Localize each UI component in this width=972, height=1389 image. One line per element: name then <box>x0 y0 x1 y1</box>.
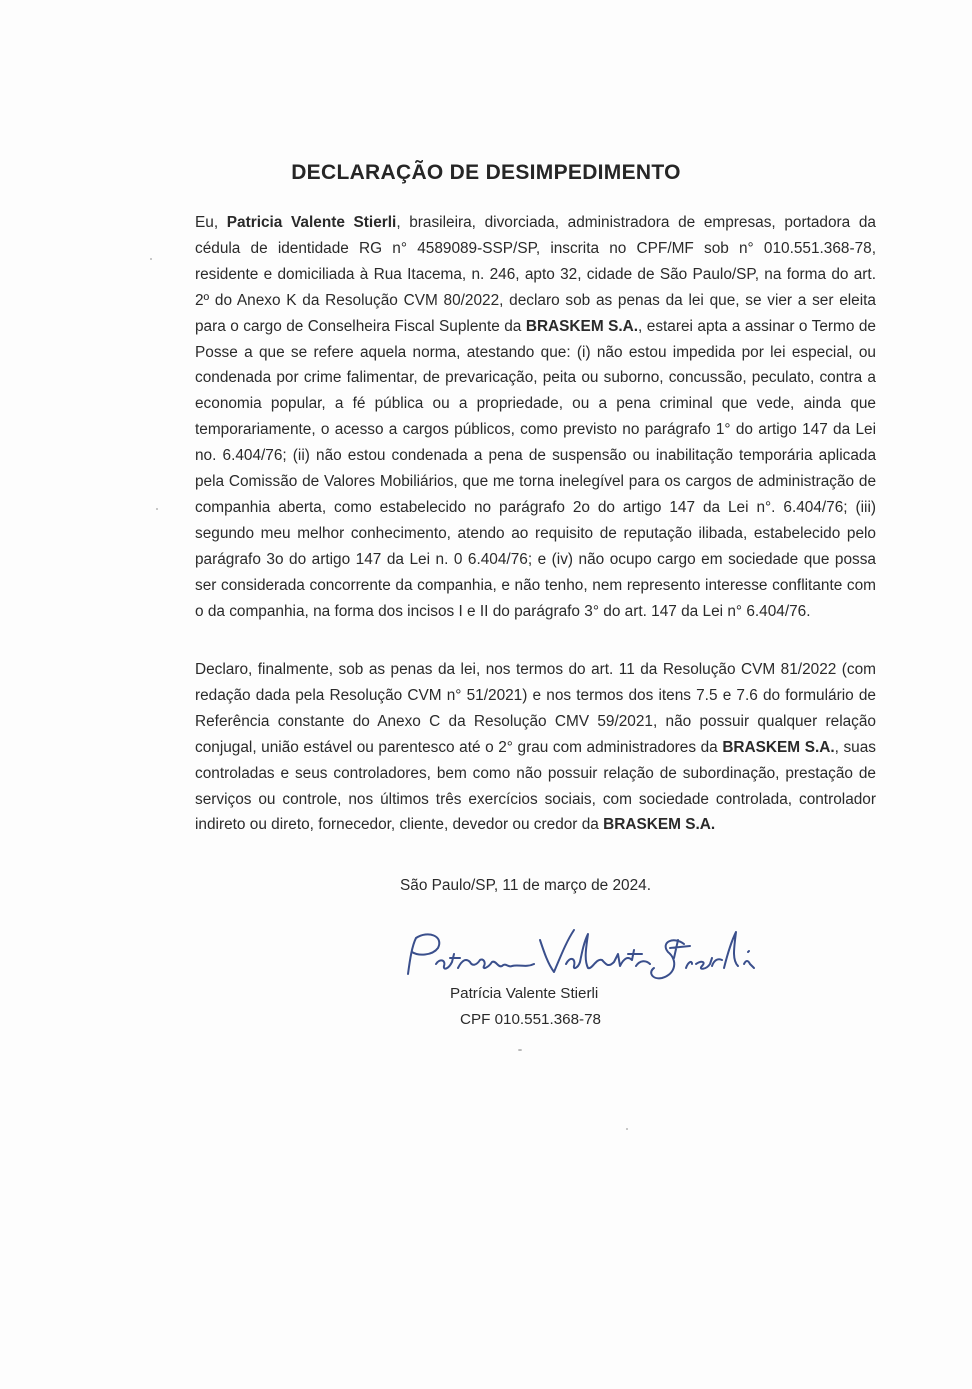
place-and-date: São Paulo/SP, 11 de março de 2024. <box>400 877 651 894</box>
paragraph-text: , brasileira, divorciada, administradora de empresas, portadora da cédula de identidade RG n° 4589089-SSP/SP, inscrita no CPF/MF sob n° 010.551.368-78, residente e domiciliada à Rua Itacema, n. 246, apto 32, cidade de São Paulo/SP, na forma do art. 2º do Anexo K da Resolução CVM 80/2022, declaro sob as penas da lei que, se vier a ser eleita para o cargo de Conselheira Fiscal Suplente da <box>195 214 876 335</box>
scan-speck <box>150 258 152 260</box>
declarant-name: Patricia Valente Stierli <box>226 214 397 231</box>
handwritten-signature <box>388 924 768 990</box>
signatory-name: Patrícia Valente Stierli <box>450 985 599 1002</box>
scan-speck <box>518 1049 522 1051</box>
signatory-cpf: CPF 010.551.368-78 <box>460 1011 602 1028</box>
paragraph-intro: Eu, <box>195 214 227 231</box>
company-name: BRASKEM S.A. <box>603 816 716 834</box>
company-name: BRASKEM S.A. <box>722 738 835 756</box>
document-title: DECLARAÇÃO DE DESIMPEDIMENTO <box>291 161 681 184</box>
declaration-paragraph <box>195 210 876 625</box>
paragraph-text: Declaro, finalmente, sob as penas da lei, nos termos do art. 11 da Resolução CVM 81/2022 (com redação dada pela Resolução CVM n° 51/2021) e nos termos dos itens 7.5 e 7.6 do formulário de Referência constante do Anexo C da Resolução CMV 59/2021, não possuir qualquer relação conjugal, união estável ou parentesco até o 2° grau com administradores da <box>195 661 876 756</box>
company-name: BRASKEM S.A. <box>525 317 639 335</box>
paragraph-text: , estarei apta a assinar o Termo de Posse a que se refere aquela norma, atestando que: (i) não estou impedida por lei especial, ou condenada por crime falimentar, de prevaricação, peita ou suborno, concussão, peculato, contra a economia popular, a fé pública ou a propriedade, ou a pena criminal que vede, ainda que temporariamente, o acesso a cargos públicos, como previsto no parágrafo 1° do artigo 147 da Lei no. 6.404/76; (ii) não estou condenada a pena de suspensão ou inabilitação temporária aplicada pela Comissão de Valores Mobiliários, que me torna inelegível para os cargos de administração de companhia aberta, como estabelecido no parágrafo 2o do artigo 147 da Lei n°. 6.404/76; (iii) segundo meu melhor conhecimento, atendo ao requisito de reputação ilibada, estabelecido pelo parágrafo 3o do artigo 147 da Lei n. 0 6.404/76; e (iv) não ocupo cargo em sociedade que possa ser considerada concorrente da companhia, e não tenho, nem represento interesse conflitante com o da companhia, na forma dos incisos I e II do parágrafo 3° do art. 147 da Lei n° 6.404/76. <box>195 317 876 620</box>
scan-speck <box>626 1128 628 1130</box>
scan-speck <box>156 508 158 510</box>
final-declaration-paragraph <box>195 657 876 838</box>
paragraph-text: , suas controladas e seus controladores, bem como não possuir relação de subordinação, prestação de serviços ou controle, nos últimos três exercícios sociais, com sociedade controlada, controlador indireto ou direto, fornecedor, cliente, devedor ou credor da <box>195 738 876 834</box>
